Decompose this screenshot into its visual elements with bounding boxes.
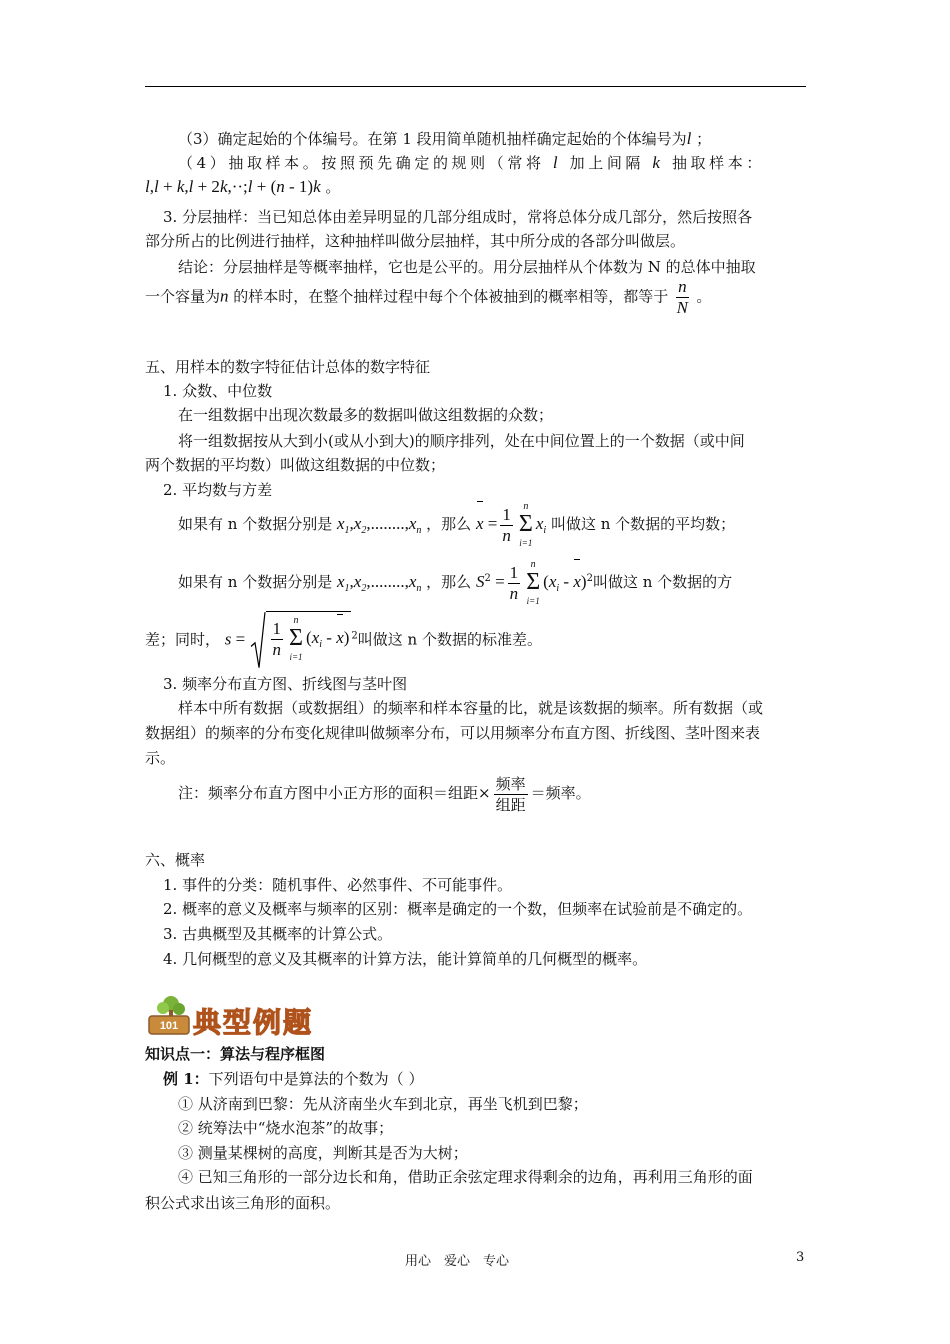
svg-text:典型例题: 典型例题 bbox=[193, 1006, 314, 1039]
summation-symbol: n Σ i=1 bbox=[526, 559, 541, 606]
conclusion-line1: 结论：分层抽样是等概率抽样，它也是公平的。用分层抽样从个体数为 N 的总体中抽取 bbox=[178, 258, 756, 276]
probability-item1: 1. 事件的分类：随机事件、必然事件、不可能事件。 bbox=[163, 876, 513, 894]
probability-item4: 4. 几何概型的意义及其概率的计算方法，能计算简单的几何概型的概率。 bbox=[163, 950, 648, 968]
typical-examples-banner bbox=[143, 994, 323, 1044]
mode-median-title: 1. 众数、中位数 bbox=[163, 382, 273, 400]
probability-item3: 3. 古典概型及其概率的计算公式。 bbox=[163, 925, 393, 943]
example1-option3: ③ 测量某棵树的高度，判断其是否为大树； bbox=[178, 1144, 468, 1162]
conclusion-line2: 一个容量为n 的样本时，在整个抽样过程中每个个体被抽到的概率相等，都等于 $\frac{n}{N}$ 。 bbox=[145, 277, 712, 317]
frequency-over-width-fraction: $\frac{\text{频率}}{\text{组距}}$ bbox=[495, 774, 526, 814]
summation-symbol: n Σ i=1 bbox=[518, 501, 533, 548]
probability-item2: 2. 概率的意义及概率与频率的区别：概率是确定的一个数，但频率在试验前是不确定的。 bbox=[163, 900, 753, 918]
stratified-sampling-line2: 部分所占的比例进行抽样，这种抽样叫做分层抽样，其中所分成的各部分叫做层。 bbox=[145, 232, 686, 250]
mean-formula-line: 如果有 n 个数据分别是 $x_1,x_2,........,x_n$ ，那么 x = $\frac{1}{n}$ n Σ i=1 $x_i$ 叫做这 n 个数据的平均数； bbox=[178, 501, 736, 548]
section6-title: 六、概率 bbox=[145, 851, 206, 869]
example1-option2: ② 统筹法中“烧水泡茶”的故事； bbox=[178, 1119, 394, 1137]
mean-variance-title: 2. 平均数与方差 bbox=[163, 481, 273, 499]
square-root-symbol: $\frac{1}{n}$ n Σ i=1 $(x_i - x)$ bbox=[250, 611, 352, 670]
systematic-sequence: l,l + k,l + 2k,··;l + (n - 1)k 。 bbox=[145, 177, 341, 196]
page-number: 3 bbox=[796, 1250, 805, 1265]
example1-option4-line1: ④ 已知三角形的一部分边长和角，借助正余弦定理求得剩余的边角，再利用三角形的面 bbox=[178, 1168, 753, 1186]
histogram-title: 3. 频率分布直方图、折线图与茎叶图 bbox=[163, 675, 408, 693]
histogram-line2: 数据组）的频率的分布变化规律叫做频率分布，可以用频率分布直方图、折线图、茎叶图来表 bbox=[145, 724, 761, 742]
systematic-step3: （3）确定起始的个体编号。在第 1 段用简单随机抽样确定起始的个体编号为l ； bbox=[178, 129, 712, 148]
mode-definition: 在一组数据中出现次数最多的数据叫做这组数据的众数； bbox=[178, 406, 554, 424]
systematic-step4: （4）抽取样本。按照预先确定的规则（常将 l 加上间隔 k 抽取样本： bbox=[178, 153, 765, 172]
svg-text:101: 101 bbox=[159, 1020, 179, 1032]
median-definition-line1: 将一组数据按从大到小(或从小到大)的顺序排列，处在中间位置上的一个数据（或中间 bbox=[178, 432, 745, 450]
example1-question: 例 1：下列语句中是算法的个数为（ ） bbox=[163, 1070, 424, 1088]
median-definition-line2: 两个数据的平均数）叫做这组数据的中位数； bbox=[145, 456, 446, 474]
knowledge-point1-title: 知识点一：算法与程序框图 bbox=[145, 1045, 326, 1063]
example1-option4-line2: 积公式求出该三角形的面积。 bbox=[145, 1194, 341, 1212]
histogram-note: 注：频率分布直方图中小正方形的面积＝组距× $\frac{\text{频率}}{\text{组距}}$ ＝频率。 bbox=[178, 774, 591, 814]
stratified-sampling-line1: 3. 分层抽样：当已知总体由差异明显的几部分组成时，常将总体分成几部分，然后按照各 bbox=[163, 208, 753, 226]
tree-sign-icon bbox=[143, 994, 323, 1040]
variance-formula-line: 如果有 n 个数据分别是 $x_1,x_2,........,x_n$ ，那么 $S^2$ = $\frac{1}{n}$ n Σ i=1 $(x_i - x)^2$叫做这 n 个数据的方 bbox=[178, 559, 733, 606]
header-rule bbox=[145, 86, 806, 87]
n-over-N-fraction: $\frac{n}{N}$ bbox=[676, 277, 689, 317]
example1-option1: ① 从济南到巴黎：先从济南坐火车到北京，再坐飞机到巴黎； bbox=[178, 1095, 588, 1113]
footer-motto: 用心 爱心 专心 bbox=[405, 1254, 510, 1269]
histogram-line3: 示。 bbox=[145, 749, 176, 767]
std-dev-formula-line: 差；同时， s = $\frac{1}{n}$ n Σ i=1 $(x_i - x)$ $^2$叫做这 n 个数据的标准差。 bbox=[145, 611, 542, 670]
section5-title: 五、用样本的数字特征估计总体的数字特征 bbox=[145, 358, 431, 376]
histogram-line1: 样本中所有数据（或数据组）的频率和样本容量的比，就是该数据的频率。所有数据（或 bbox=[178, 699, 764, 717]
